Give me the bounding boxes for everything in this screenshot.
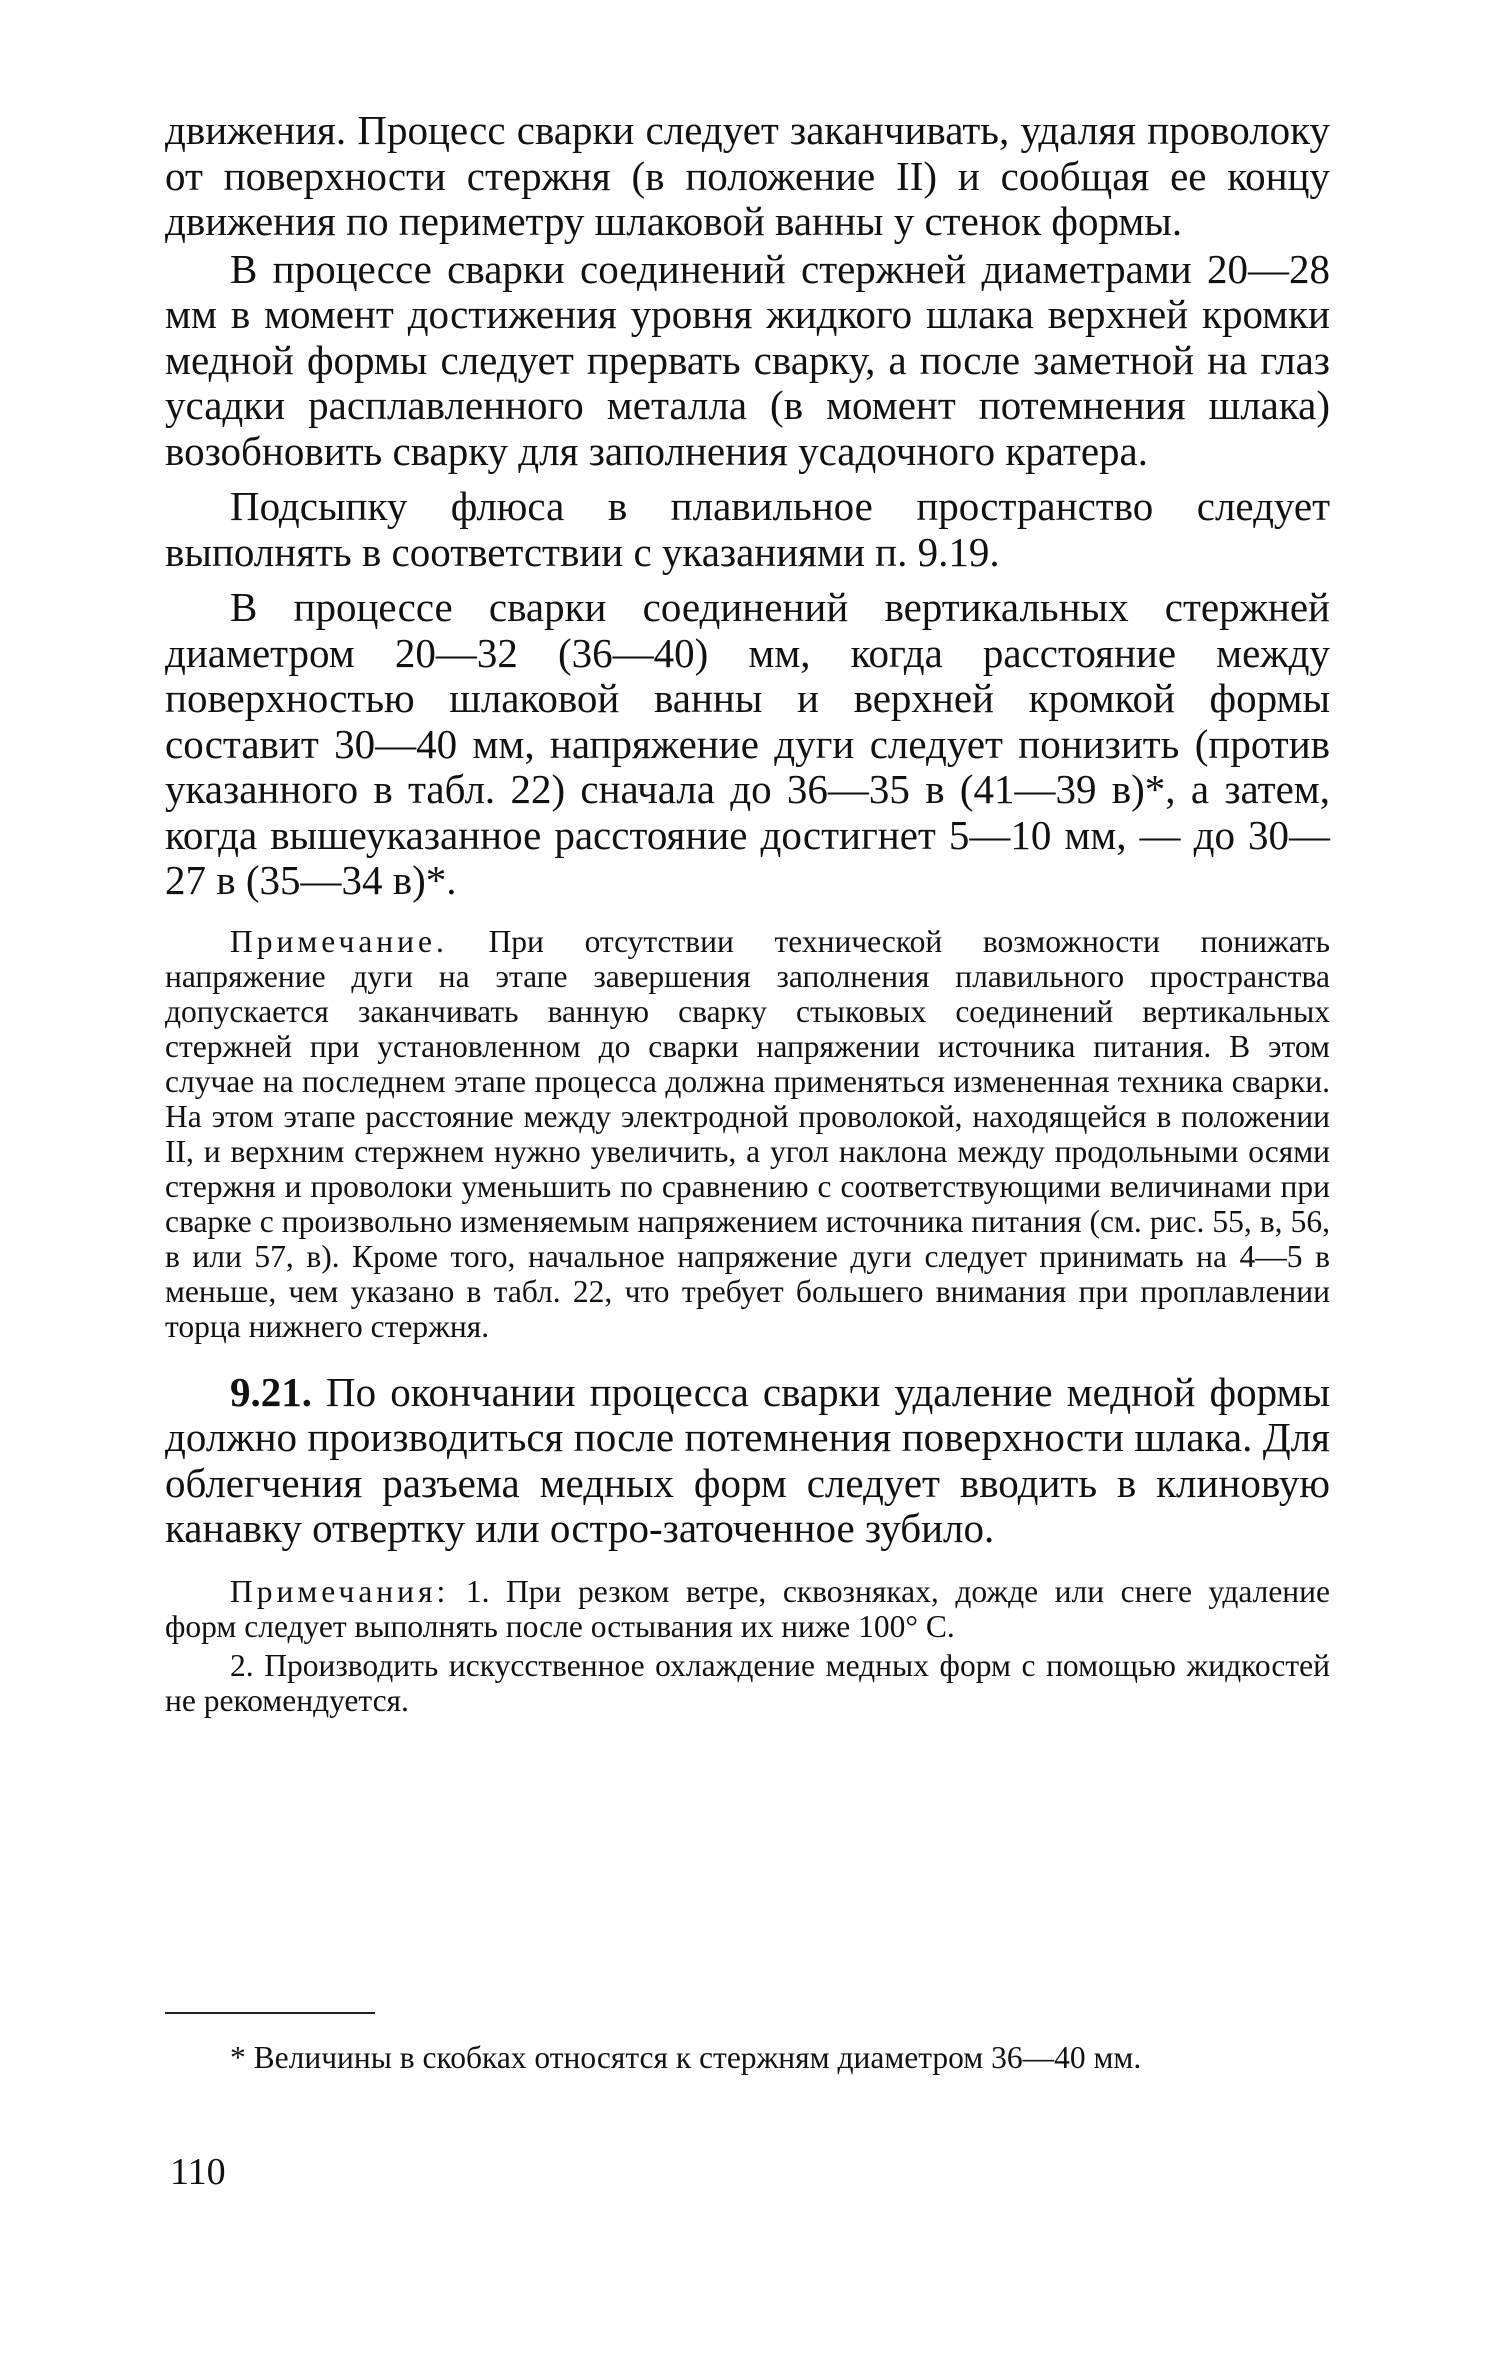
section-number: 9.21.	[230, 1368, 312, 1415]
footnote-area	[165, 2040, 1330, 2076]
footnote: * Величины в скобках относятся к стержням диаметром 36—40 мм.	[230, 2040, 1142, 2075]
paragraph-continuation: движения. Процесс сварки следует заканчивать, удаляя проволоку от поверхности стержня (в положение II) и сообщая ее концу движения по периметру шлаковой ванны у стенок формы.	[165, 107, 1330, 244]
section-9-21	[165, 1370, 1330, 1552]
paragraph-flux: Подсыпку флюса в плавильное пространство следует выполнять в соответствии с указаниями п. 9.19.	[165, 483, 1330, 575]
note-text: При отсутствии технической возможности понижать напряжение дуги на этапе завершения заполнения плавильного пространства допускается заканчивать ванную сварку стыковых соединений вертикальных стержней при установленном до сварки напряжении источника питания. В этом случае на последнем этапе процесса должна применяться измененная техника сварки. На этом этапе расстояние между электродной проволокой, находящейся в положении II, и верхним стержнем нужно увеличить, а угол наклона между продольными осями стержня и проволоки уменьшить по сравнению с соответствующими величинами при сварке с произвольно изменяемым напряжением источника питания (см. рис. 55, в, 56, в или 57, в). Кроме того, начальное напряжение дуги следует принимать на 4—5 в меньше, чем указано в табл. 22, что требует большего внимания при проплавлении торца нижнего стержня.	[165, 923, 1331, 1344]
notes-item-1	[165, 1574, 1330, 1644]
section-text: По окончании процесса сварки удаление медной формы должно производиться после потемнения поверхности шлака. Для облегчения разъема медных форм следует вводить в клиновую канавку отвертку или остро-заточенное зубило.	[165, 1368, 1330, 1551]
main-text	[165, 108, 1330, 1718]
notes-item-1-text: 1. При резком ветре, сквозняках, дожде или снеге удаление форм следует выполнять после остывания их ниже 100° С.	[165, 1573, 1331, 1644]
notes-label: Примечания:	[230, 1573, 450, 1609]
footnote-rule	[165, 2012, 375, 2014]
page-number: 110	[170, 2151, 226, 2193]
note-label: Примечание.	[230, 923, 448, 959]
paragraph-pause-welding: В процессе сварки соединений стержней диаметрами 20—28 мм в момент достижения уровня жидкого шлака верхней кромки медной формы следует прервать сварку, а после заметной на глаз усадки расплавленного металла (в момент потемнения шлака) возобновить сварку для заполнения усадочного кратера.	[165, 245, 1330, 474]
paragraph-voltage: В процессе сварки соединений вертикальных стержней диаметром 20—32 (36—40) мм, когда расстояние между поверхностью шлаковой ванны и верхней кромкой формы составит 30—40 мм, напряжение дуги следует понизить (против указанного в табл. 22) сначала до 36—35 в (41—39 в)*, а затем, когда вышеуказанное расстояние достигнет 5—10 мм, — до 30—27 в (35—34 в)*.	[165, 584, 1330, 903]
notes-item-2: 2. Производить искусственное охлаждение медных форм с помощью жидкостей не рекомендуется.	[165, 1647, 1330, 1718]
note-block	[165, 924, 1330, 1344]
